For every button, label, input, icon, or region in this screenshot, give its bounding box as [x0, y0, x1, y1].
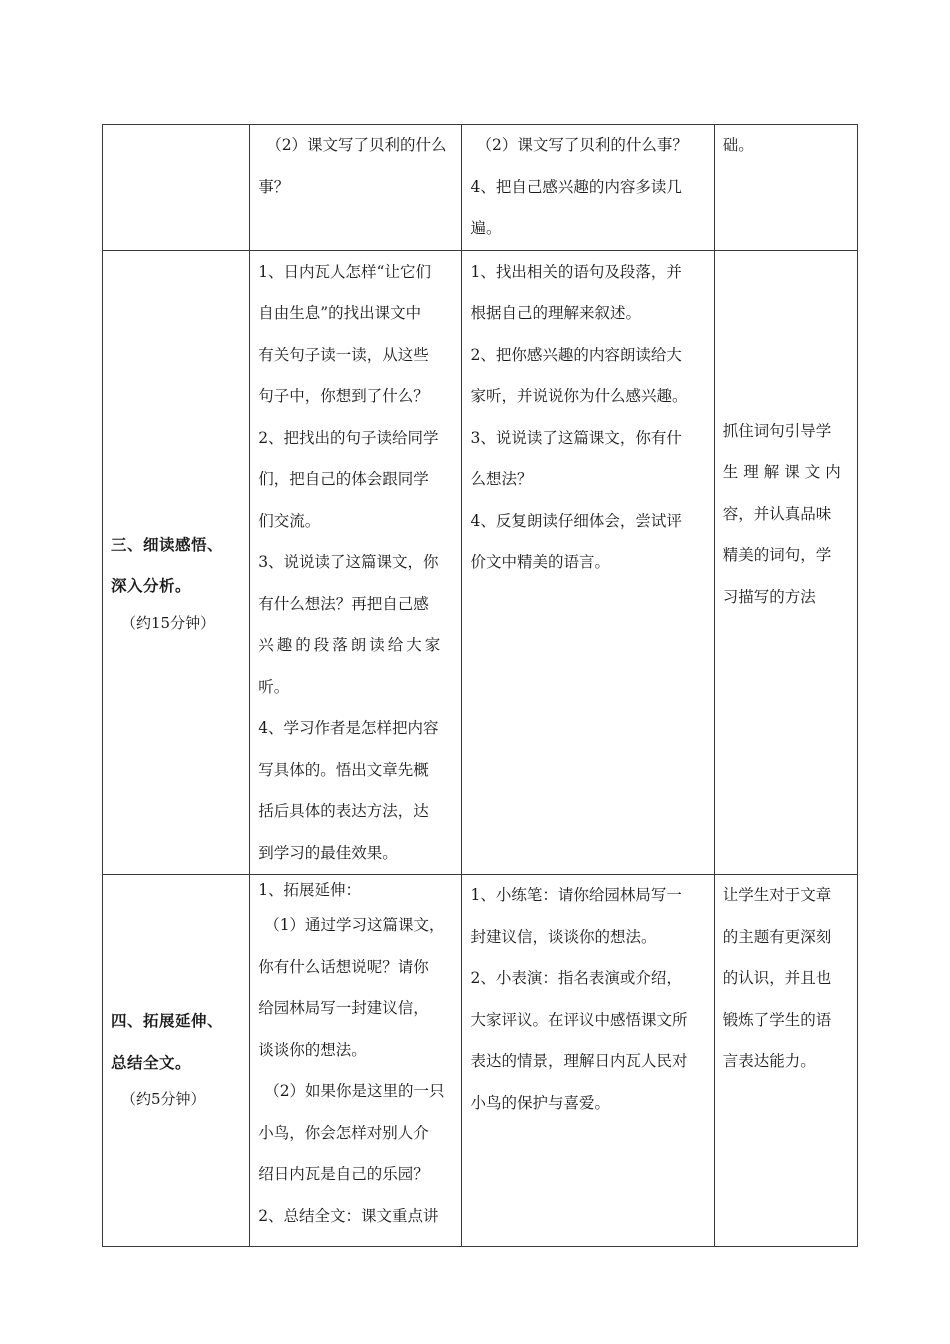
- text-line: 听。: [258, 677, 290, 696]
- text-line: 有什么想法？再把自己感: [258, 594, 429, 613]
- text-line: 4、学习作者是怎样把内容: [258, 719, 439, 737]
- text-line: 遍。: [470, 219, 502, 237]
- text-line: 2、把找出的句子读给同学: [258, 428, 439, 447]
- text-line: 写具体的。悟出文章先概: [258, 760, 429, 779]
- text-line: 小鸟，你会怎样对别人介: [258, 1123, 429, 1142]
- stage-title: 三、细读感悟、: [111, 535, 224, 554]
- table-row: [103, 125, 858, 251]
- text-line: 表达的情景，理解日内瓦人民对: [470, 1052, 688, 1070]
- text-line: （2）课文写了贝利的什么事？: [476, 136, 688, 154]
- stage-title: 四、拓展延伸、: [111, 1012, 224, 1030]
- stage-title: 深入分析。: [111, 577, 192, 596]
- text-line: 4、把自己感兴趣的内容多读几: [470, 177, 682, 196]
- student-activity-cell: [462, 125, 714, 251]
- text-line: 言表达能力。: [722, 1052, 816, 1070]
- text-line: 3、说说读了这篇课文，你: [258, 553, 439, 571]
- text-line: 你有什么话想说呢？请你: [258, 957, 429, 976]
- text-line: 1、找出相关的语句及段落，并: [470, 262, 682, 281]
- text-line: 生理解课文内: [722, 463, 846, 481]
- text-line: 给园林局写一封建议信，: [258, 999, 429, 1017]
- text-line: 4、反复朗读仔细体会，尝试评: [470, 511, 682, 530]
- text-line: 的认识，并且也: [722, 969, 832, 987]
- text-line: 有关句子读一读，从这些: [258, 345, 429, 364]
- text-line: 们交流。: [258, 511, 321, 530]
- teacher-activity-cell: [250, 125, 462, 251]
- text-line: 小鸟的保护与喜爱。: [470, 1093, 610, 1112]
- design-intent-cell: [714, 250, 857, 875]
- text-line: 1、日内瓦人怎样“让它们: [258, 262, 431, 281]
- text-line: 1、拓展延伸：: [258, 881, 362, 899]
- text-line: 1、小练笔：请你给园林局写一: [470, 886, 682, 904]
- stage-duration: （约15分钟）: [121, 613, 216, 632]
- table-row: [103, 250, 858, 875]
- text-line: 精美的词句，学: [722, 546, 832, 564]
- text-line: 谈谈你的想法。: [258, 1040, 367, 1059]
- text-line: 让学生对于文章: [722, 886, 832, 904]
- text-line: 根据自己的理解来叙述。: [470, 304, 641, 322]
- text-line: 自由生息”的找出课文中: [258, 304, 422, 322]
- text-line: 家听，并说说你为什么感兴趣。: [470, 387, 688, 405]
- text-line: 价文中精美的语言。: [470, 553, 610, 571]
- text-line: 事？: [258, 177, 290, 196]
- text-line: 抓住词句引导学: [722, 421, 832, 440]
- stage-cell: [103, 125, 250, 251]
- design-intent-cell: [714, 125, 857, 251]
- text-line: 们，把自己的体会跟同学: [258, 470, 429, 488]
- text-line: 括后具体的表达方法，达: [258, 802, 429, 820]
- text-line: （1）通过学习这篇课文，: [264, 916, 445, 934]
- student-activity-cell: [462, 250, 714, 875]
- text-line: 锻炼了学生的语: [722, 1010, 832, 1029]
- student-activity-cell: [462, 875, 714, 1247]
- text-line: 础。: [722, 136, 754, 154]
- text-line: 么想法？: [470, 470, 533, 488]
- text-line: 2、总结全文：课文重点讲: [258, 1206, 439, 1225]
- text-line: 2、小表演：指名表演或介绍，: [470, 969, 682, 987]
- text-line: 3、说说读了这篇课文，你有什: [470, 428, 682, 447]
- stage-cell: [103, 875, 250, 1247]
- teacher-activity-cell: [250, 875, 462, 1247]
- text-line: 绍日内瓦是自己的乐园？: [258, 1165, 429, 1183]
- lesson-plan-table: [102, 124, 858, 1247]
- text-line: 到学习的最佳效果。: [258, 843, 398, 862]
- stage-cell: [103, 250, 250, 875]
- text-line: 容，并认真品味: [722, 504, 832, 523]
- teacher-activity-cell: [250, 250, 462, 875]
- text-line: 句子中，你想到了什么？: [258, 387, 429, 405]
- text-line: （2）课文写了贝利的什么: [266, 136, 447, 154]
- text-line: （2）如果你是这里的一只: [264, 1082, 445, 1100]
- design-intent-cell: [714, 875, 857, 1247]
- text-line: 大家评议。在评议中感悟课文所: [470, 1010, 688, 1029]
- text-line: 兴趣的段落朗读给大家: [258, 636, 444, 654]
- text-line: 习描写的方法: [722, 587, 816, 606]
- text-line: 2、把你感兴趣的内容朗读给大: [470, 345, 682, 364]
- stage-duration: （约5分钟）: [121, 1090, 206, 1108]
- text-line: 封建议信，谈谈你的想法。: [470, 927, 657, 946]
- text-line: 的主题有更深刻: [722, 927, 832, 946]
- stage-title: 总结全文。: [111, 1053, 192, 1072]
- table-row: [103, 875, 858, 1247]
